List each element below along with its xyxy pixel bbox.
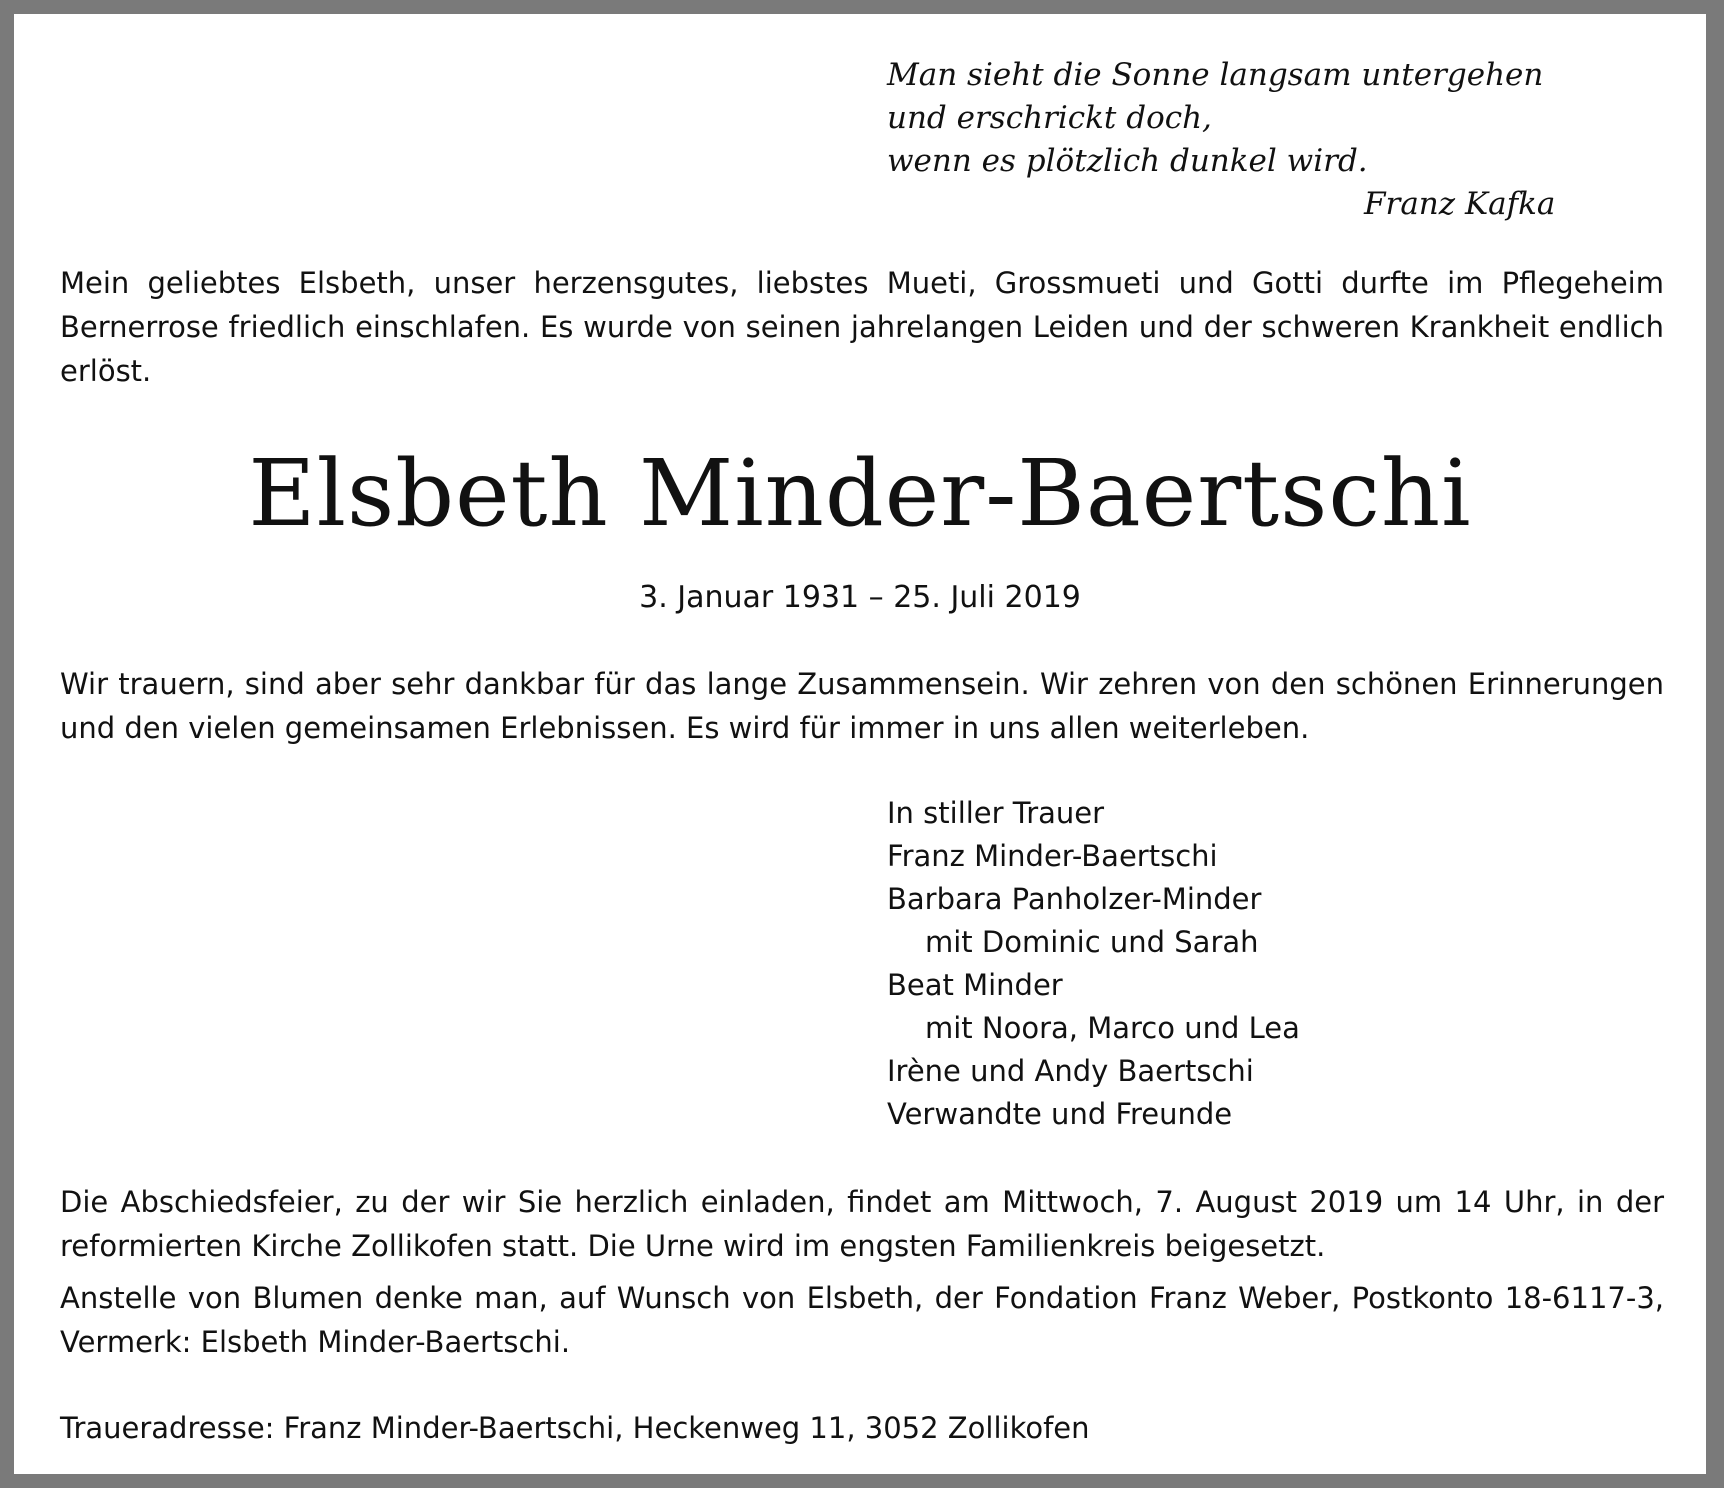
mourners-heading: In stiller Trauer bbox=[887, 796, 1105, 830]
life-dates: 3. Januar 1931 – 25. Juli 2019 bbox=[639, 580, 1081, 615]
quote-line: Man sieht die Sonne langsam untergehen bbox=[887, 57, 1544, 93]
deceased-name: Elsbeth Minder-Baertschi bbox=[248, 440, 1472, 547]
mourning-address: Traueradresse: Franz Minder-Baertschi, Heckenweg 11, 3052 Zollikofen bbox=[60, 1411, 1090, 1445]
donation-paragraph: Anstelle von Blumen denke man, auf Wunsch von Elsbeth, der Fondation Franz Weber, Postkonto 18-6117-3, Vermerk: Elsbeth Minder-Baertschi. bbox=[60, 1281, 1664, 1359]
mourner-name: Verwandte und Freunde bbox=[887, 1097, 1233, 1131]
quote-line: wenn es plötzlich dunkel wird. bbox=[887, 143, 1368, 179]
mourners-list bbox=[887, 792, 1300, 1136]
obituary-page bbox=[14, 14, 1706, 1474]
mourner-name: Barbara Panholzer-Minder bbox=[887, 882, 1262, 916]
quote-author: Franz Kafka bbox=[1364, 186, 1556, 222]
quote-line: und erschrickt doch, bbox=[887, 100, 1212, 136]
ceremony-paragraph: Die Abschiedsfeier, zu der wir Sie herzlich einladen, findet am Mittwoch, 7. August 2019 um 14 Uhr, in der reformierten Kirche Zollikofen statt. Die Urne wird im engsten Familienkreis beigesetzt. bbox=[60, 1185, 1664, 1263]
mourner-children: mit Noora, Marco und Lea bbox=[925, 1011, 1300, 1045]
mourner-name: Beat Minder bbox=[887, 968, 1063, 1002]
mourner-name: Irène und Andy Baertschi bbox=[887, 1054, 1254, 1088]
intro-paragraph: Mein geliebtes Elsbeth, unser herzensgutes, liebstes Mueti, Grossmueti und Gotti durfte im Pflegeheim Bernerrose friedlich einschlafen. Es wurde von seinen jahrelangen Leiden und der schweren Krankheit endlich erlöst. bbox=[60, 266, 1664, 388]
kafka-quote bbox=[887, 54, 1556, 226]
mourner-children: mit Dominic und Sarah bbox=[925, 925, 1259, 959]
mourner-name: Franz Minder-Baertschi bbox=[887, 839, 1218, 873]
gratitude-paragraph: Wir trauern, sind aber sehr dankbar für das lange Zusammensein. Wir zehren von den schönen Erinnerungen und den vielen gemeinsamen Erlebnissen. Es wird für immer in uns allen weiterleben. bbox=[60, 667, 1664, 745]
